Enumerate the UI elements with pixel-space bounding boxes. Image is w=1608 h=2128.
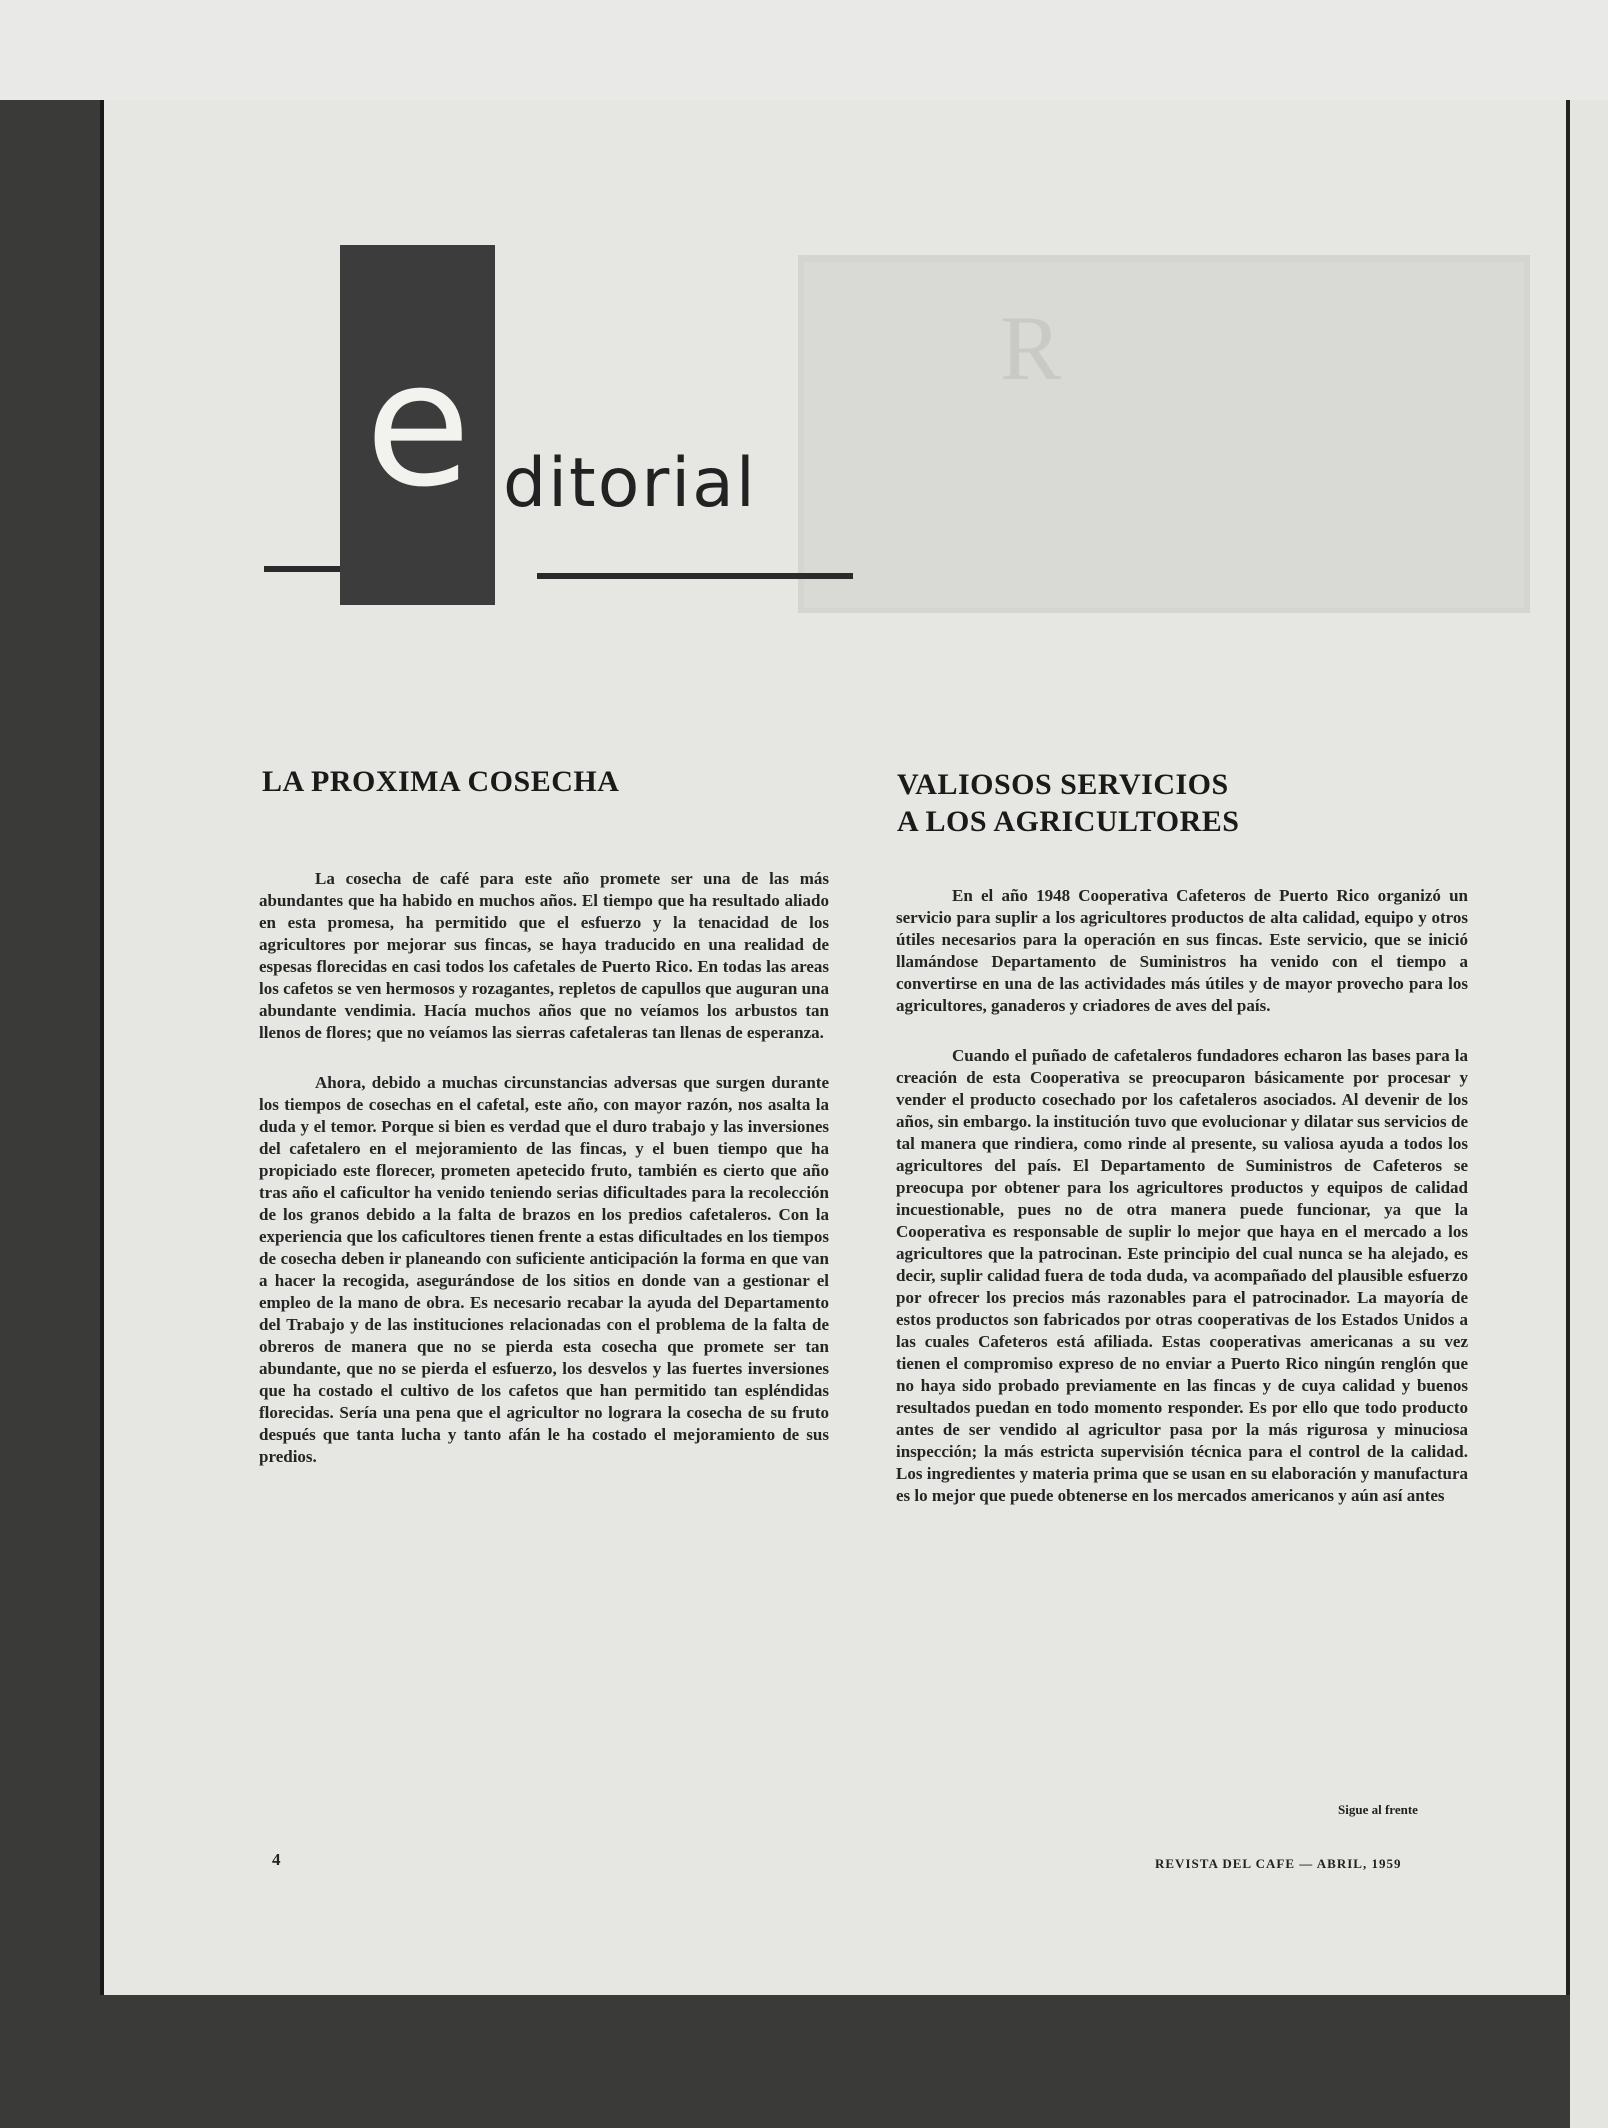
left-article-title: LA PROXIMA COSECHA bbox=[262, 765, 620, 798]
right-article-title-line2: A LOS AGRICULTORES bbox=[897, 805, 1240, 838]
right-article-paragraph: Cuando el puñado de cafetaleros fundadores echaron las bases para la creación de esta Cooperativa se preocuparon básicamente por procesar y vender el producto cosechado por los cafetaleros asociados. Al devenir de los años, sin embargo. la institución tuvo que evolucionar y dilatar sus servicios de tal manera que rindiera, como rinde al presente, su valiosa ayuda a todos los agricultores del país. El Departamento de Suministros de Cafeteros se preocupa por obtener para los agricultores productos y equipos de calidad incuestionable, pues no de otra manera puede funcionar, ya que la Cooperativa es responsable de suplir lo mejor que haya en el mercado a los agricultores que la patrocinan. Este principio del cual nunca se ha alejado, es decir, suplir calidad fuera de toda duda, va acompañado del plausible esfuerzo por ofrecer los precios más razonables para el patrocinador. La mayoría de estos productos son fabricados por otras cooperativas de los Estados Unidos a las cuales Cafeteros está afiliada. Estas cooperativas americanas a su vez tienen el compromiso expreso de no enviar a Puerto Rico ningún renglón que no haya sido probado previamente en las fincas y de cuya calidad y buenos resultados puedan en todo momento responder. Es por ello que todo producto antes de ser vendido al agricultor pasa por la más rigurosa y minuciosa inspección; la más estricta supervisión técnica para el control de la calidad. Los ingredientes y materia prima que se usan en su elaboración y manufactura es lo mejor que puede obtenerse en los mercados americanos y aún así antes bbox=[896, 1046, 1468, 1505]
continued-note: Sigue al frente bbox=[1338, 1802, 1418, 1817]
left-article-body bbox=[259, 868, 829, 1468]
publication-footer: REVISTA DEL CAFE — ABRIL, 1959 bbox=[1155, 1856, 1402, 1871]
right-article-title-line1: VALIOSOS SERVICIOS bbox=[897, 768, 1229, 801]
left-article-paragraph: Ahora, debido a muchas circunstancias adversas que surgen durante los tiempos de cosechas en el cafetal, este año, con mayor razón, nos asalta la duda y el temor. Porque si bien es verdad que el duro trabajo y las inversiones del cafetalero en el mejoramiento de las fincas, y el buen tiempo que ha propiciado este florecer, prometen apetecido fruto, también es cierto que año tras año el caficultor ha venido teniendo serias dificultades para la recolección de los granos debido a la falta de brazos en los predios cafetaleros. Con la experiencia que los caficultores tienen frente a estas dificultades en los tiempos de cosecha deben ir planeando con suficiente anticipación la forma en que van a hacer la recogida, asegurándose de los sitios en donde van a gestionar el empleo de la mano de obra. Es necesario recabar la ayuda del Departamento del Trabajo y de las instituciones relacionadas con el problema de la falta de obreros de manera que no se pierda esta cosecha que promete ser tan abundante, que no se pierda el esfuerzo, los desvelos y las fuertes inversiones que ha costado el cultivo de los cafetos que han permitido tan espléndidas florecidas. Sería una pena que el agricultor no lograra la cosecha de su fruto después que tanta lucha y tanto afán le ha costado el mejoramiento de sus predios. bbox=[259, 1073, 829, 1466]
left-article-paragraph: La cosecha de café para este año promete ser una de las más abundantes que ha habido en muchos años. El tiempo que ha resultado aliado en esta promesa, ha permitido que el esfuerzo y la tenacidad de los agricultores por mejorar sus fincas, se haya traducido en una realidad de espesas florecidas en casi todos los cafetales de Puerto Rico. En todas las areas los cafetos se ven hermosos y rozagantes, repletos de capullos que auguran una abundante vendimia. Hacía muchos años que no veíamos los arbustos tan llenos de flores; que no veíamos las sierras cafetaleras tan llenas de esperanza. bbox=[259, 869, 829, 1042]
page-left-edge bbox=[100, 100, 104, 1995]
masthead-word: ditorial bbox=[503, 444, 757, 523]
page-spine-shadow bbox=[1566, 100, 1570, 1995]
scan-background-top bbox=[0, 0, 1608, 100]
right-article-paragraph: En el año 1948 Cooperativa Cafeteros de Puerto Rico organizó un servicio para suplir a los agricultores productos de alta calidad, equipo y otros útiles necesarios para la operación en sus fincas. Este servicio, que se inició llamándose Departamento de Suministros ha venido con el tiempo a convertirse en una de las actividades más útiles y de mayor provecho para los agricultores, ganaderos y criadores de aves del país. bbox=[896, 886, 1468, 1015]
facing-page-edge bbox=[1570, 100, 1608, 2128]
bleed-through-ghost-letters: R bbox=[1000, 297, 1080, 399]
page-number: 4 bbox=[272, 1850, 281, 1869]
right-article-body bbox=[896, 885, 1468, 1507]
masthead-rule-right bbox=[537, 573, 853, 579]
masthead-rule-left bbox=[264, 566, 340, 572]
masthead-initial: e bbox=[365, 324, 471, 525]
bleed-through-inner bbox=[804, 262, 1524, 608]
